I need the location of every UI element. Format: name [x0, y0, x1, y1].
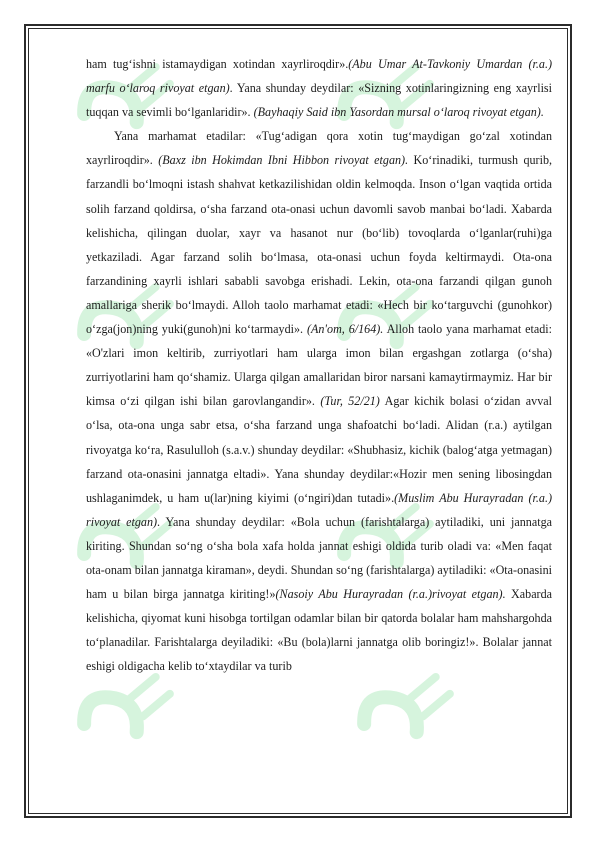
paragraph	[86, 124, 552, 678]
body-text: Ko‘rinadiki, turmush qurib, farzandli bo‘lmoqni istash shahvat ketkazilishidan oldin kelmoqda. Inson o‘lgan vaqtida ortida solih farzand qoldirsa, o‘sha farzand ota-onasi uchun davomli savob manbai bo‘ladi. Xabarda kelishicha, qilingan duolar, xayr va hasanot nur (bo‘lib) tovoqlarda o‘lganlar(ruhi)ga yetkaziladi. Agar farzand solih bo‘lmasa, ota-onasi uchun foyda keltirmaydi. Ota-ona farzandining xayrli ishlari sababli savobga erishadi. Lekin, ota-ona farzandi qilgan gunoh amallariga sherik bo‘lmaydi. Alloh taolo marhamat etadi: «Hech bir ko‘targuvchi (gunohkor) o‘zga(jon)ning yuki(gunoh)ni ko‘tarmaydi».	[86, 153, 553, 337]
citation-text: (An'om, 6/164).	[306, 322, 384, 337]
document-body	[86, 52, 552, 678]
body-text: . Yana shunday deydilar: «Sizning xotinlaringizning eng xayrlisi tuqqan va sevimli bo‘lganlaridir».	[86, 81, 552, 120]
body-text: Alloh taolo yana marhamat etadi: «O'zlari imon keltirib, zurriyotlari ham ularga imon bilan ergashgan zotlarga (o‘sha) zurriyotlarini ham qo‘shamiz. Ularga qilgan amallaridan biror narsani kamaytirmaymiz. Har bir kimsa o‘zi qilgan ishi bilan garovlangandir».	[86, 322, 552, 409]
paragraph	[86, 52, 552, 124]
citation-text: (Bayhaqiy Said ibn Yasordan mursal o‘laroq rivoyat etgan).	[253, 105, 544, 120]
citation-text: (Nasoiy Abu Hurayradan (r.a.)rivoyat etgan).	[275, 587, 506, 602]
body-text: Agar kichik bolasi o‘zidan avval o‘lsa, ota-ona unga sabr etsa, o‘sha farzand unga shafoatchi bo‘ladi. Alidan (r.a.) aytilgan rivoyatga ko‘ra, Rasululloh (s.a.v.) shunday deydilar: «Shubhasiz, kichik (balog‘atga yetmagan) farzand ota-onasini jannatga eltadi». Yana shunday deydilar:«Hozir men sening libosingdan ushlaganimdek, u ham u(lar)ning kiyimi (o‘ngiri)dan tutadi».	[86, 394, 552, 505]
body-text: . Yana shunday deydilar: «Bola uchun (farishtalarga) aytiladiki, uni jannatga kiriting. Shundan so‘ng o‘sha bola xafa holda jannat eshigi oldida turib oladi va: «Men faqat ota-onam bilan jannatga kiraman», deydi. Shundan so‘ng (farishtalarga) aytiladiki: «Ota-onasini ham u bilan birga jannatga kiriting!»	[86, 514, 552, 602]
citation-text: (Muslim Abu Hurayradan (r.a.) rivoyat etgan)	[86, 490, 552, 529]
citation-text: (Tur, 52/21)	[320, 394, 380, 409]
body-text: Yana marhamat etadilar: «Tug‘adigan qora xotin tug‘maydigan go‘zal xotindan xayrliroqdir».	[86, 129, 552, 168]
body-text: ham tug‘ishni istamaydigan xotindan xayrliroqdir».	[86, 57, 349, 71]
citation-text: (Abu Umar At-Tavkoniy Umardan (r.a.) marfu o‘laroq rivoyat etgan)	[86, 57, 552, 96]
body-text: Xabarda kelishicha, qiyomat kuni hisobga tortilgan odamlar bilan bir qatorda bolalar ham mahshargohda to‘planadilar. Farishtalarga deyiladiki: «Bu (bola)larni jannatga olib boringiz!». Bolalar jannat eshigi oldigacha kelib to‘xtaydilar va turib	[86, 587, 553, 674]
citation-text: (Baxz ibn Hokimdan Ibni Hibbon rivoyat etgan).	[158, 153, 409, 168]
